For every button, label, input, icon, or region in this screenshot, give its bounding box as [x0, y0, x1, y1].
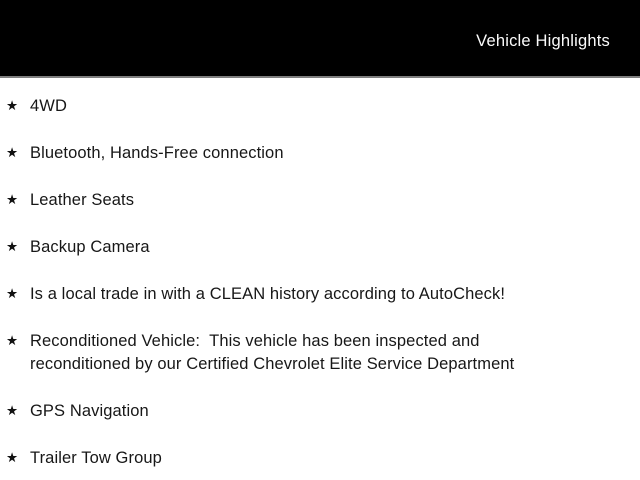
list-item — [6, 447, 640, 470]
star-bullet-icon: ★ — [6, 403, 19, 419]
vehicle-highlights-header — [0, 0, 640, 78]
star-bullet-icon: ★ — [6, 286, 19, 302]
highlight-text: Leather Seats — [30, 191, 135, 209]
list-item — [6, 95, 640, 118]
star-bullet-icon: ★ — [6, 333, 19, 349]
highlight-text: Is a local trade in with a CLEAN history according to AutoCheck! — [30, 285, 506, 303]
highlight-text: GPS Navigation — [30, 402, 149, 420]
highlight-text: Backup Camera — [30, 238, 150, 256]
highlight-text: Trailer Tow Group — [30, 449, 162, 467]
list-item — [6, 283, 640, 306]
star-bullet-icon: ★ — [6, 192, 19, 208]
highlight-text: Reconditioned Vehicle: This vehicle has been inspected and reconditioned by our Certified Chevrolet Elite Service Department — [30, 332, 515, 373]
list-item — [6, 400, 640, 423]
highlight-text: 4WD — [30, 97, 67, 115]
highlight-text: Bluetooth, Hands-Free connection — [30, 144, 284, 162]
list-item — [6, 330, 640, 376]
star-bullet-icon: ★ — [6, 98, 19, 114]
star-bullet-icon: ★ — [6, 145, 19, 161]
list-item — [6, 236, 640, 259]
page-title: Vehicle Highlights — [476, 31, 610, 50]
star-bullet-icon: ★ — [6, 239, 19, 255]
list-item — [6, 189, 640, 212]
list-item — [6, 142, 640, 165]
vehicle-highlights-list — [0, 78, 640, 470]
star-bullet-icon: ★ — [6, 450, 19, 466]
